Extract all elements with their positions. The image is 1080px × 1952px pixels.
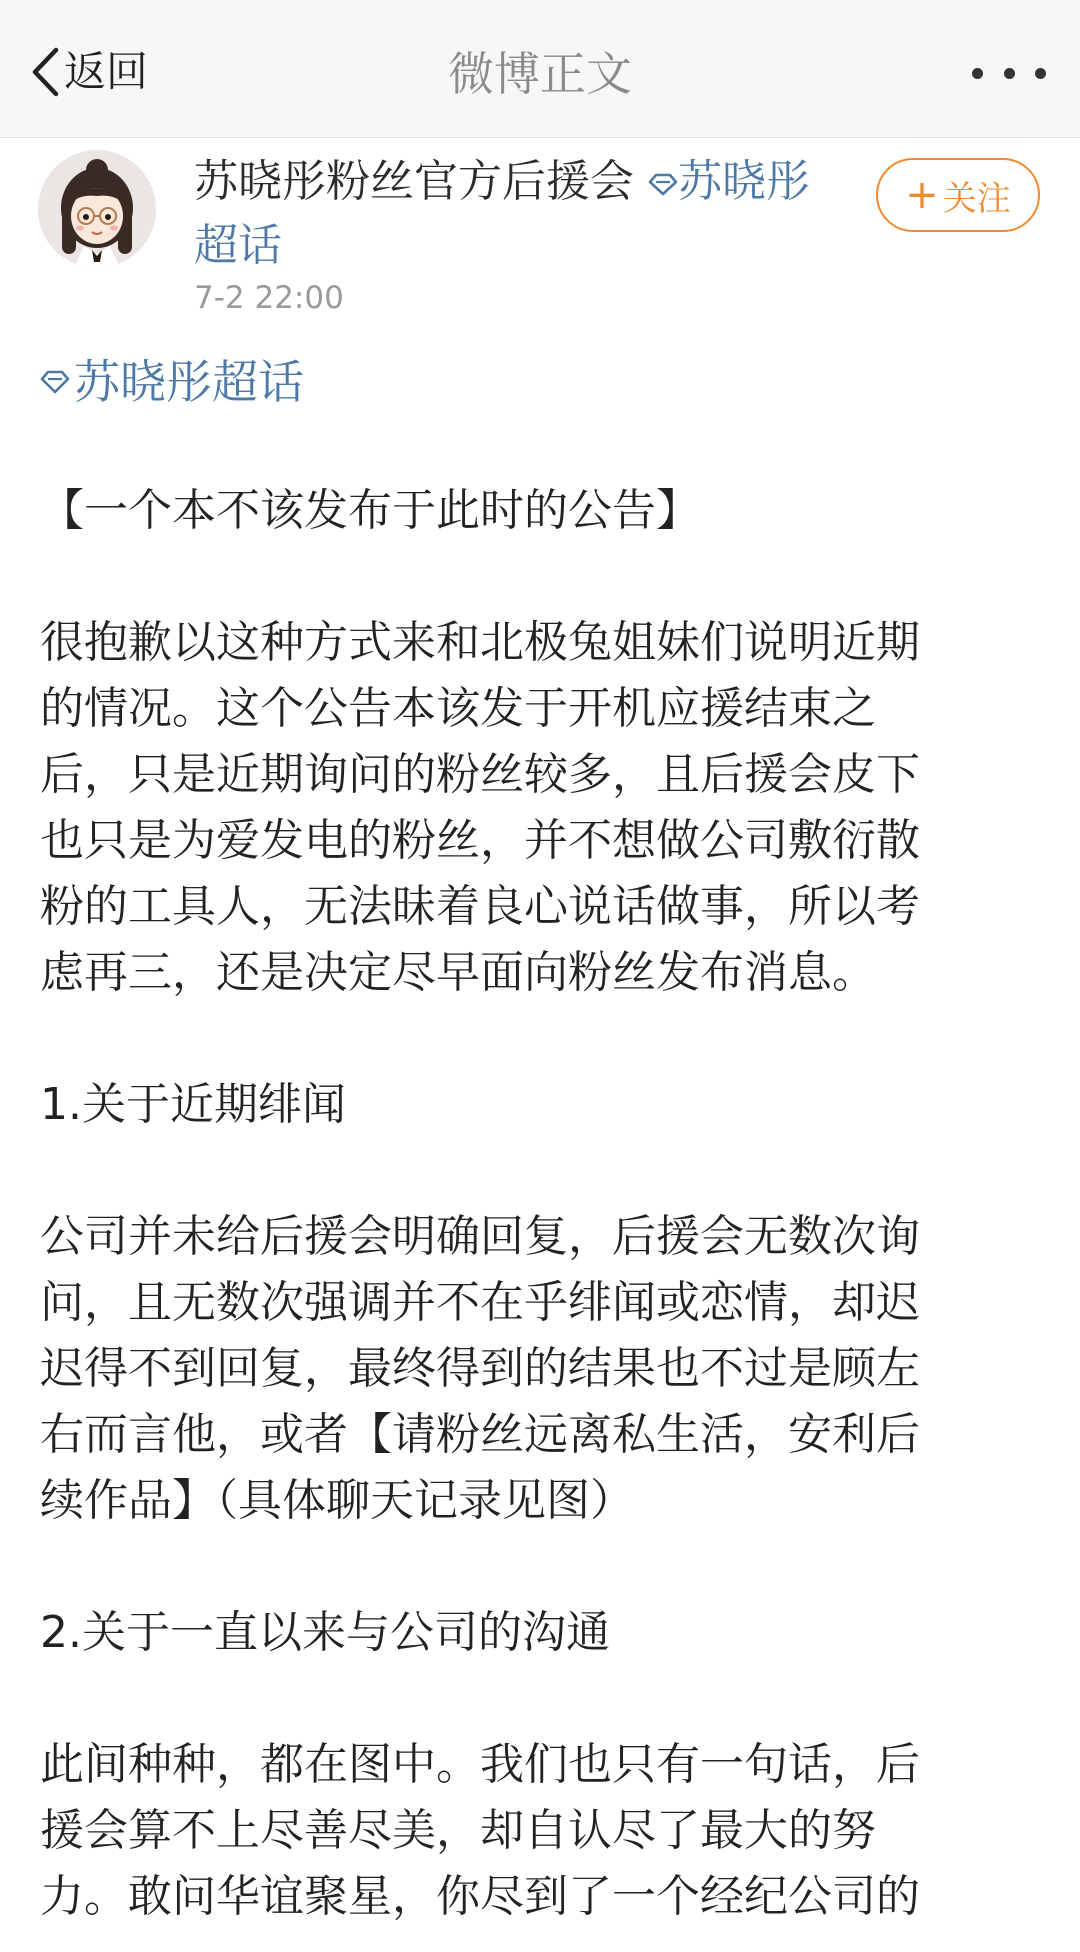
chevron-left-icon: [30, 46, 60, 98]
body-line: 很抱歉以这种方式来和北极兔姐妹们说明近期: [40, 617, 920, 668]
back-label: 返回: [64, 47, 149, 96]
diamond-icon: [648, 172, 678, 196]
body-line: 迟得不到回复，最终得到的结果也不过是顾左: [40, 1343, 920, 1394]
more-dot: [1035, 68, 1046, 79]
body-line: 援会算不上尽善尽美，却自认尽了最大的努: [40, 1805, 876, 1856]
author-chaohua-line2: 超话: [194, 220, 282, 271]
body-line: 的情况。这个公告本该发于开机应援结束之: [40, 683, 876, 734]
more-button[interactable]: [972, 58, 1046, 88]
body-line: 后，只是近期询问的粉丝较多，且后援会皮下: [40, 749, 920, 800]
back-button[interactable]: [30, 44, 148, 100]
post-time: 7-2 22:00: [194, 280, 344, 316]
avatar[interactable]: [38, 150, 156, 268]
body-line: 粉的工具人，无法昧着良心说话做事，所以考: [40, 881, 920, 932]
author-chaohua-line1: 苏晓彤: [678, 156, 810, 207]
author-name[interactable]: 苏晓彤粉丝官方后援会: [194, 156, 634, 207]
diamond-icon: [40, 369, 70, 395]
author-line: [194, 150, 854, 278]
body-line: 续作品】（具体聊天记录见图）: [40, 1475, 634, 1526]
more-dot: [1004, 68, 1015, 79]
follow-label: 关注: [942, 178, 1011, 219]
body-line: 问，且无数次强调并不在乎绯闻或恋情，却迟: [40, 1277, 920, 1328]
section-heading: 1.关于近期绯闻: [40, 1079, 346, 1130]
body-line: 此间种种，都在图中。我们也只有一句话，后: [40, 1739, 920, 1790]
post-body: [40, 478, 1050, 1930]
section-heading: 2.关于一直以来与公司的沟通: [40, 1607, 610, 1658]
body-line: 右而言他，或者【请粉丝远离私生活，安利后: [40, 1409, 920, 1460]
body-line: 虑再三，还是决定尽早面向粉丝发布消息。: [40, 947, 876, 998]
body-line: 也只是为爱发电的粉丝，并不想做公司敷衍散: [40, 815, 920, 866]
announcement-title: 【一个本不该发布于此时的公告】: [40, 485, 700, 536]
follow-button[interactable]: [876, 158, 1040, 232]
topic-link-label: 苏晓彤超话: [74, 355, 304, 409]
page-title: 微博正文: [448, 47, 632, 101]
more-dot: [972, 68, 983, 79]
post-header: [0, 138, 1080, 338]
topic-link[interactable]: [40, 350, 304, 414]
body-line: 力。敢问华谊聚星，你尽到了一个经纪公司的: [40, 1871, 920, 1922]
nav-bar: [0, 0, 1080, 138]
plus-icon: +: [905, 172, 939, 218]
body-line: 公司并未给后援会明确回复，后援会无数次询: [40, 1211, 920, 1262]
avatar-illustration: [38, 150, 156, 268]
